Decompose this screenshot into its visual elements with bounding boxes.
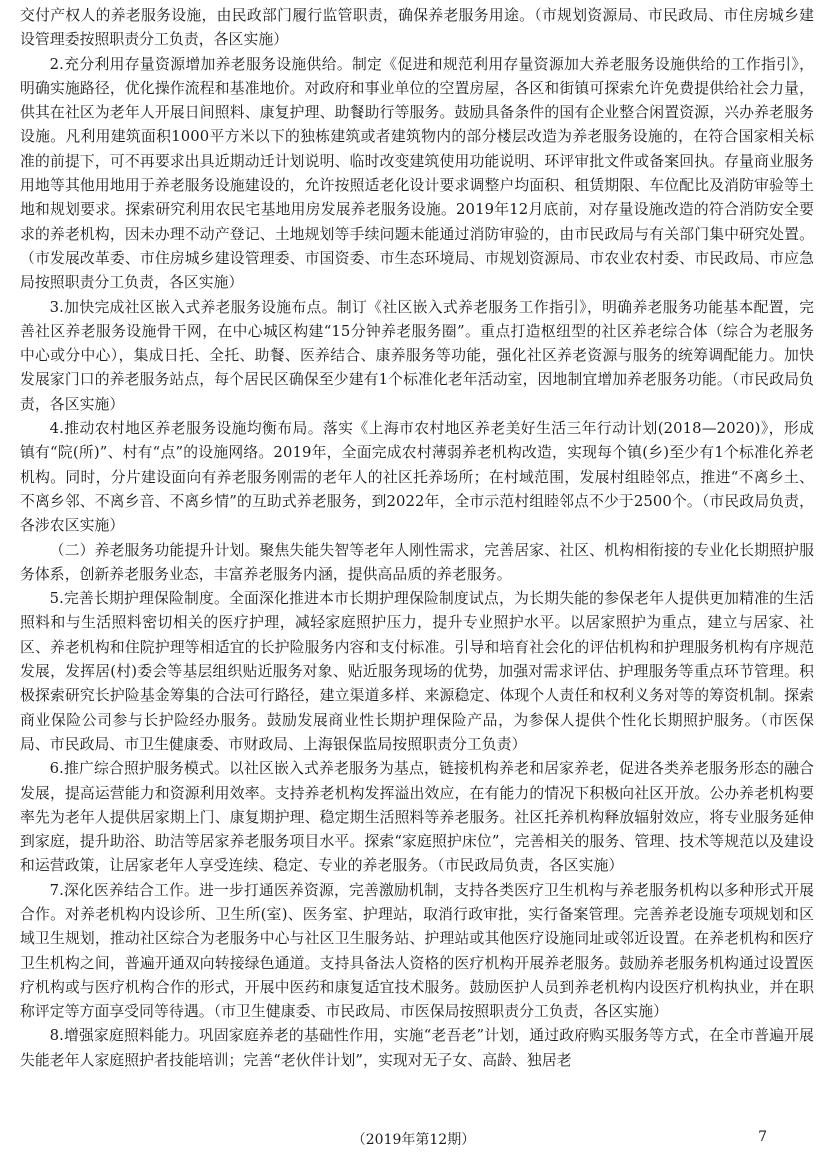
paragraph-item-3: 3.加快完成社区嵌入式养老服务设施布点。制订《社区嵌入式养老服务工作指引》，明确养老服务功能基本配置，完善社区养老服务设施骨干网，在中心城区构建“15分钟养老服务圈”。重点打造枢纽型的社区养老综合体（综合为老服务中心或分中心），集成日托、全托、助餐、医养结合、康养服务等功能，强化社区养老资源与服务的统筹调配能力。加快发展家门口的养老服务站点，每个居民区确保至少建有1个标准化老年活动室，因地制宜增加养老服务功能。（市民政局负责，各区实施）: [20, 298, 814, 413]
section-heading-2: （二）养老服务功能提升计划。聚焦失能失智等老年人刚性需求，完善居家、社区、机构相衔接的专业化长期照护服务体系，创新养老服务业态，丰富养老服务内涵，提供高品质的养老服务。: [20, 541, 814, 583]
paragraph-item-5: 5.完善长期护理保险制度。全面深化推进本市长期护理保险制度试点，为长期失能的参保老年人提供更加精准的生活照料和与生活照料密切相关的医疗护理，减轻家庭照护压力，提升专业照护水平。以居家照护为重点，建立与居家、社区、养老机构和住院护理等相适宜的长护险服务内容和支付标准。引导和培育社会化的评估机构和护理服务机构有序规范发展，发挥居(村)委会等基层组织贴近服务对象、贴近服务现场的优势，加强对需求评估、护理服务等重点环节管理。积极探索研究长护险基金筹集的合法可行路径，建立渠道多样、来源稳定、体现个人责任和权利义务对等的筹资机制。探索商业保险公司参与长护险经办服务。鼓励发展商业性长期护理保险产品，为参保人提供个性化长期照护服务。（市医保局、市民政局、市卫生健康委、市财政局、上海银保监局按照职责分工负责）: [20, 590, 814, 753]
page-number: 7: [758, 1129, 767, 1145]
issue-label: （2019年第12期）: [351, 1132, 476, 1148]
body-text: [20, 4, 814, 1073]
paragraph-item-8: 8.增强家庭照料能力。巩固家庭养老的基础性作用，实施“老吾老”计划，通过政府购买服务等方式，在全市普遍开展失能老年人家庭照护者技能培训；完善“老伙伴计划”，实现对无子女、高龄、独居老: [20, 1027, 814, 1069]
paragraph-item-4: 4.推动农村地区养老服务设施均衡布局。落实《上海市农村地区养老美好生活三年行动计划(2018—2020)》，形成镇有“院(所)”、村有“点”的设施网络。2019年，全面完成农村薄弱养老机构改造，实现每个镇(乡)至少有1个标准化养老机构。同时，分片建设面向有养老服务刚需的老年人的社区托养场所；在村域范围，发展村组睦邻点，推进“不离乡土、不离乡邻、不离乡音、不离乡情”的互助式养老服务，到2022年，全市示范村组睦邻点不少于2500个。（市民政局负责，各涉农区实施）: [20, 420, 814, 535]
paragraph-continuation: 交付产权人的养老服务设施，由民政部门履行监管职责，确保养老服务用途。（市规划资源局、市民政局、市住房城乡建设管理委按照职责分工负责，各区实施）: [20, 7, 814, 49]
paragraph-item-6: 6.推广综合照护服务模式。以社区嵌入式养老服务为基点，链接机构养老和居家养老，促进各类养老服务形态的融合发展，提高运营能力和资源利用效率。支持养老机构发挥溢出效应，在有能力的情况下积极向社区开放。公办养老机构要率先为老年人提供居家期上门、康复期护理、稳定期生活照料等养老服务。社区托养机构释放辐射效应，将专业服务延伸到家庭，提升助浴、助洁等居家养老服务项目水平。探索“家庭照护床位”，完善相关的服务、管理、技术等规范以及建设和运营政策，让居家老年人享受连续、稳定、专业的养老服务。（市民政局负责，各区实施）: [20, 760, 814, 875]
paragraph-item-2: 2.充分利用存量资源增加养老服务设施供给。制定《促进和规范利用存量资源加大养老服务设施供给的工作指引》，明确实施路径，优化操作流程和基准地价。对政府和事业单位的空置房屋，各区和街镇可探索允许免费提供给社会力量，供其在社区为老年人开展日间照料、康复护理、助餐助行等服务。鼓励具备条件的国有企业整合闲置资源，兴办养老服务设施。凡利用建筑面积1000平方米以下的独栋建筑或者建筑物内的部分楼层改造为养老服务设施的，在符合国家相关标准的前提下，可不再要求出具近期动迁计划说明、临时改变建筑使用功能说明、环评审批文件或备案回执。存量商业服务用地等其他用地用于养老服务设施建设的，允许按照适老化设计要求调整户均面积、租赁期限、车位配比及消防审验等土地和规划要求。探索研究利用农民宅基地用房发展养老服务设施。2019年12月底前，对存量设施改造的符合消防安全要求的养老机构，因未办理不动产登记、土地规划等手续问题未能通过消防审验的，由市民政局与有关部门集中研究处置。（市发展改革委、市住房城乡建设管理委、市国资委、市生态环境局、市规划资源局、市农业农村委、市民政局、市应急局按照职责分工负责，各区实施）: [20, 55, 814, 292]
paragraph-item-7: 7.深化医养结合工作。进一步打通医养资源，完善激励机制，支持各类医疗卫生机构与养老服务机构以多种形式开展合作。对养老机构内设诊所、卫生所(室)、医务室、护理站，取消行政审批，实行备案管理。完善养老设施专项规划和区域卫生规划，推动社区综合为老服务中心与社区卫生服务站、护理站或其他医疗设施同址或邻近设置。在养老机构和医疗卫生机构之间，普遍开通双向转接绿色通道。支持具备法人资格的医疗机构开展养老服务。鼓励养老服务机构通过设置医疗机构或与医疗机构合作的形式，开展中医药和康复适宜技术服务。鼓励医护人员到养老机构内设医疗机构执业，并在职称评定等方面享受同等待遇。（市卫生健康委、市民政局、市医保局按照职责分工负责，各区实施）: [20, 881, 814, 1021]
page-footer: [0, 1125, 827, 1155]
